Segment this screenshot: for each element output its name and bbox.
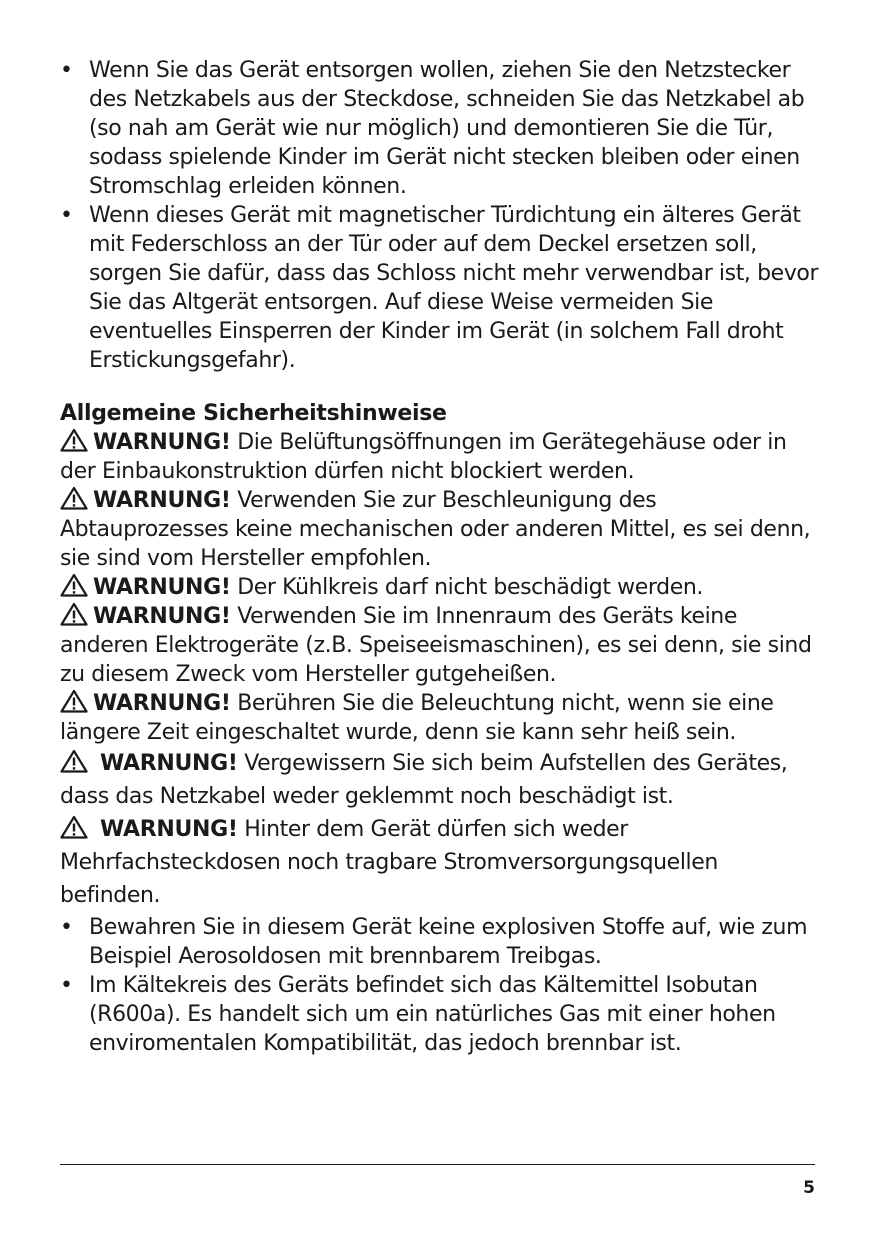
warning-text: Vergewissern Sie sich beim Aufstellen des Gerätes, dass das Netzkabel weder geklemmt noch beschädigt ist. (60, 751, 788, 809)
bullet-symbol: • (60, 973, 73, 998)
list-item (60, 56, 820, 201)
warning-text: Hinter dem Gerät dürfen sich weder Mehrfachsteckdosen noch tragbare Stromversorgungsquellen befinden. (60, 817, 718, 908)
warning-item (60, 573, 820, 602)
warning-triangle-icon (60, 749, 88, 773)
warning-item (60, 602, 820, 689)
disposal-bullet-list (60, 56, 820, 375)
bullet-text: Im Kältekreis des Geräts befindet sich das Kältemittel Isobutan (R600a). Es handelt sich um ein natürliches Gas mit einer hohen enviromentalen Kompatibilität, das jedoch brennbar ist. (89, 973, 776, 1056)
warning-text: Verwenden Sie zur Beschleunigung des Abtauprozesses keine mechanischen oder anderen Mittel, es sei denn, sie sind vom Hersteller empfohlen. (60, 488, 811, 571)
warning-label: WARNUNG! (93, 575, 231, 600)
bullet-text: Wenn dieses Gerät mit magnetischer Türdichtung ein älteres Gerät mit Federschloss an der Tür oder auf dem Deckel ersetzen soll, sorgen Sie dafür, dass das Schloss nicht mehr verwendbar ist, bevor Sie das Altgerät entsorgen. Auf diese Weise vermeiden Sie eventuelles Einsperren der Kinder im Gerät (in solchem Fall droht Erstickungsgefahr). (89, 203, 819, 373)
warning-text: Die Belüftungsöffnungen im Gerätegehäuse oder in der Einbaukonstruktion dürfen nicht blockiert werden. (60, 430, 787, 484)
footer-divider (60, 1164, 815, 1165)
warning-label: WARNUNG! (93, 691, 231, 716)
warning-triangle-icon (60, 815, 88, 839)
warning-item (60, 428, 820, 486)
warning-triangle-icon (60, 428, 88, 452)
warning-item (60, 747, 820, 813)
warning-triangle-icon (60, 602, 88, 626)
safety-bullet-list (60, 913, 820, 1058)
page-number: 5 (803, 1178, 815, 1198)
document-page (60, 56, 820, 1058)
list-item (60, 913, 820, 971)
section-title: Allgemeine Sicherheitshinweise (60, 401, 447, 426)
bullet-symbol: • (60, 203, 73, 228)
warning-label: WARNUNG! (93, 488, 231, 513)
warning-triangle-icon (60, 689, 88, 713)
warning-item (60, 689, 820, 747)
warning-text: Der Kühlkreis darf nicht beschädigt werden. (237, 575, 703, 600)
warning-text: Verwenden Sie im Innenraum des Geräts keine anderen Elektrogeräte (z.B. Speiseeismaschinen), es sei denn, sie sind zu diesem Zweck vom Hersteller gutgeheißen. (60, 604, 812, 687)
warning-label: WARNUNG! (93, 604, 231, 629)
warning-label: WARNUNG! (93, 430, 231, 455)
warning-text: Berühren Sie die Beleuchtung nicht, wenn sie eine längere Zeit eingeschaltet wurde, denn sie kann sehr heiß sein. (60, 691, 774, 745)
list-item (60, 201, 820, 375)
warning-label: WARNUNG! (100, 751, 238, 776)
warning-label: WARNUNG! (100, 817, 238, 842)
warning-item (60, 486, 820, 573)
bullet-symbol: • (60, 58, 73, 83)
list-item (60, 971, 820, 1058)
warning-triangle-icon (60, 573, 88, 597)
bullet-text: Wenn Sie das Gerät entsorgen wollen, ziehen Sie den Netzstecker des Netzkabels aus der Steckdose, schneiden Sie das Netzkabel ab (so nah am Gerät wie nur möglich) und demontieren Sie die Tür, sodass spielende Kinder im Gerät nicht stecken bleiben oder einen Stromschlag erleiden können. (89, 58, 805, 199)
bullet-text: Bewahren Sie in diesem Gerät keine explosiven Stoffe auf, wie zum Beispiel Aerosoldosen mit brennbarem Treibgas. (89, 915, 808, 969)
warning-item (60, 813, 820, 912)
warning-triangle-icon (60, 486, 88, 510)
bullet-symbol: • (60, 915, 73, 940)
